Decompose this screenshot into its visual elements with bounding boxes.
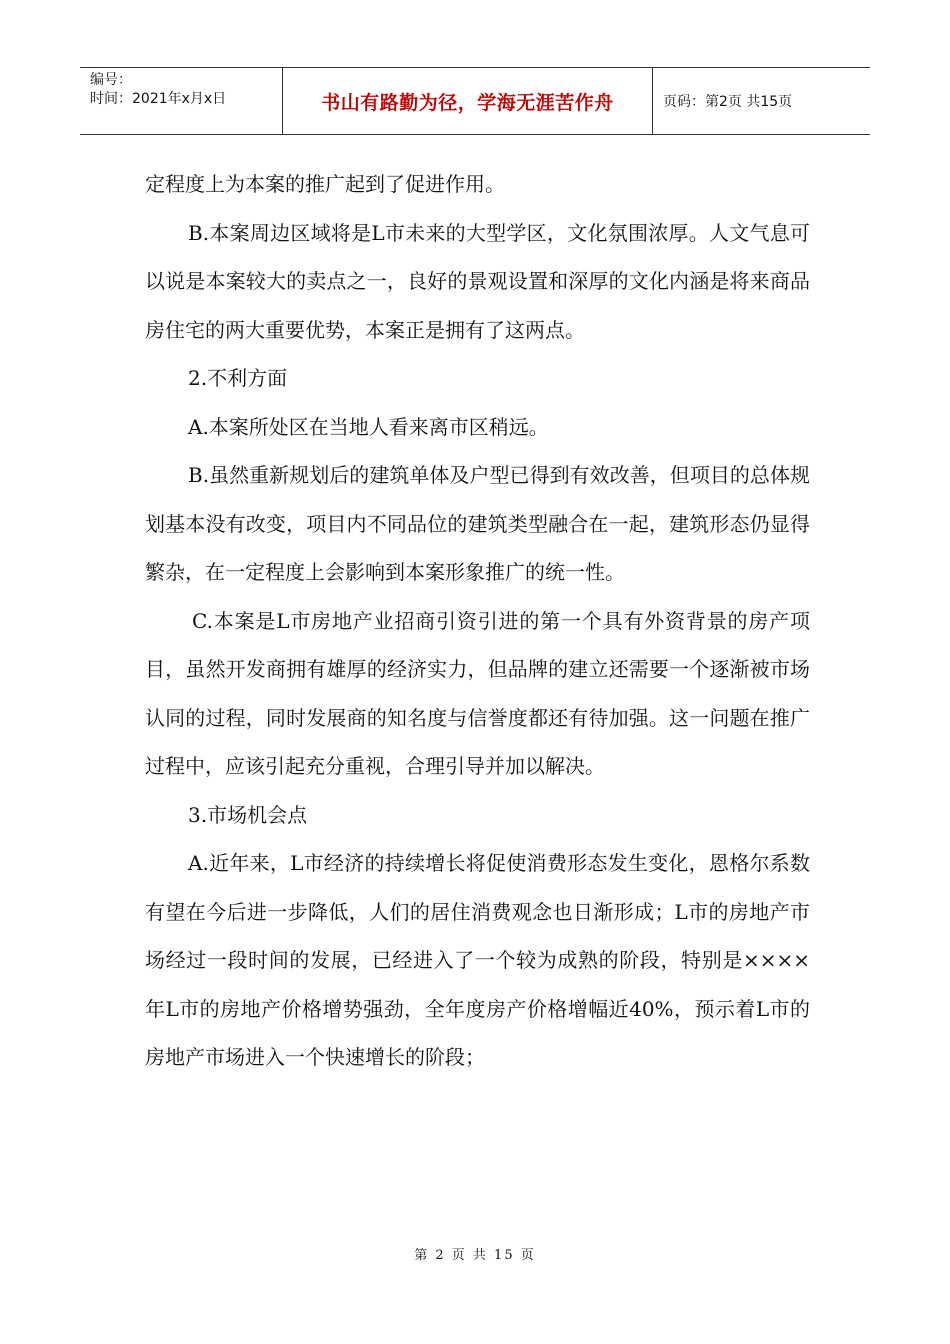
header-page-cell xyxy=(653,68,870,134)
header-motto-cell xyxy=(283,68,653,134)
header-meta-cell xyxy=(80,68,283,134)
document-body xyxy=(145,160,810,1082)
section-heading-disadvantages: 2.不利方面 xyxy=(188,366,288,390)
paragraph-disadvantage-c: C.本案是L市房地产业招商引资引进的第一个具有外资背景的房产项目，虽然开发商拥有雄厚的经济实力，但品牌的建立还需要一个逐渐被市场认同的过程，同时发展商的知名度与信誉度都还有待加强。这一问题在推广过程中，应该引起充分重视，合理引导并加以解决。 xyxy=(145,608,810,778)
paragraph-advantage-b: B.本案周边区域将是L市未来的大型学区，文化氛围浓厚。人文气息可以说是本案较大的卖点之一，良好的景观设置和深厚的文化内涵是将来商品房住宅的两大重要优势，本案正是拥有了这两点。 xyxy=(145,220,810,342)
section-heading-opportunities: 3.市场机会点 xyxy=(188,802,308,827)
paragraph-disadvantage-b: B.虽然重新规划后的建筑单体及户型已得到有效改善，但项目的总体规划基本没有改变，项目内不同品位的建筑类型融合在一起，建筑形态仍显得繁杂，在一定程度上会影响到本案形象推广的统一性。 xyxy=(145,463,810,584)
paragraph-disadvantage-a: A.本案所处区在当地人看来离市区稍远。 xyxy=(188,414,549,439)
paragraph-opportunity-a: A.近年来，L市经济的持续增长将促使消费形态发生变化，恩格尔系数有望在今后进一步降低，人们的居住消费观念也日渐形成；L市的房地产市场经过一段时间的发展，已经进入了一个较为成熟的阶段，特别是××××年L市的房地产价格增势强劲，全年度房产价格增幅近40%，预示着L市的房地产市场进入一个快速增长的阶段； xyxy=(145,851,810,1069)
paragraph-continuation: 定程度上为本案的推广起到了促进作用。 xyxy=(145,172,505,196)
page-footer: 第 2 页 共 15 页 xyxy=(414,1248,536,1263)
header-motto: 书山有路勤为径，学海无涯苦作舟 xyxy=(321,91,614,114)
header-page-info: 页码：第2页 共15页 xyxy=(663,94,793,110)
document-header xyxy=(80,67,870,135)
document-number-label: 编号： xyxy=(90,72,132,88)
document-date: 时间：2021年x月x日 xyxy=(90,91,227,107)
